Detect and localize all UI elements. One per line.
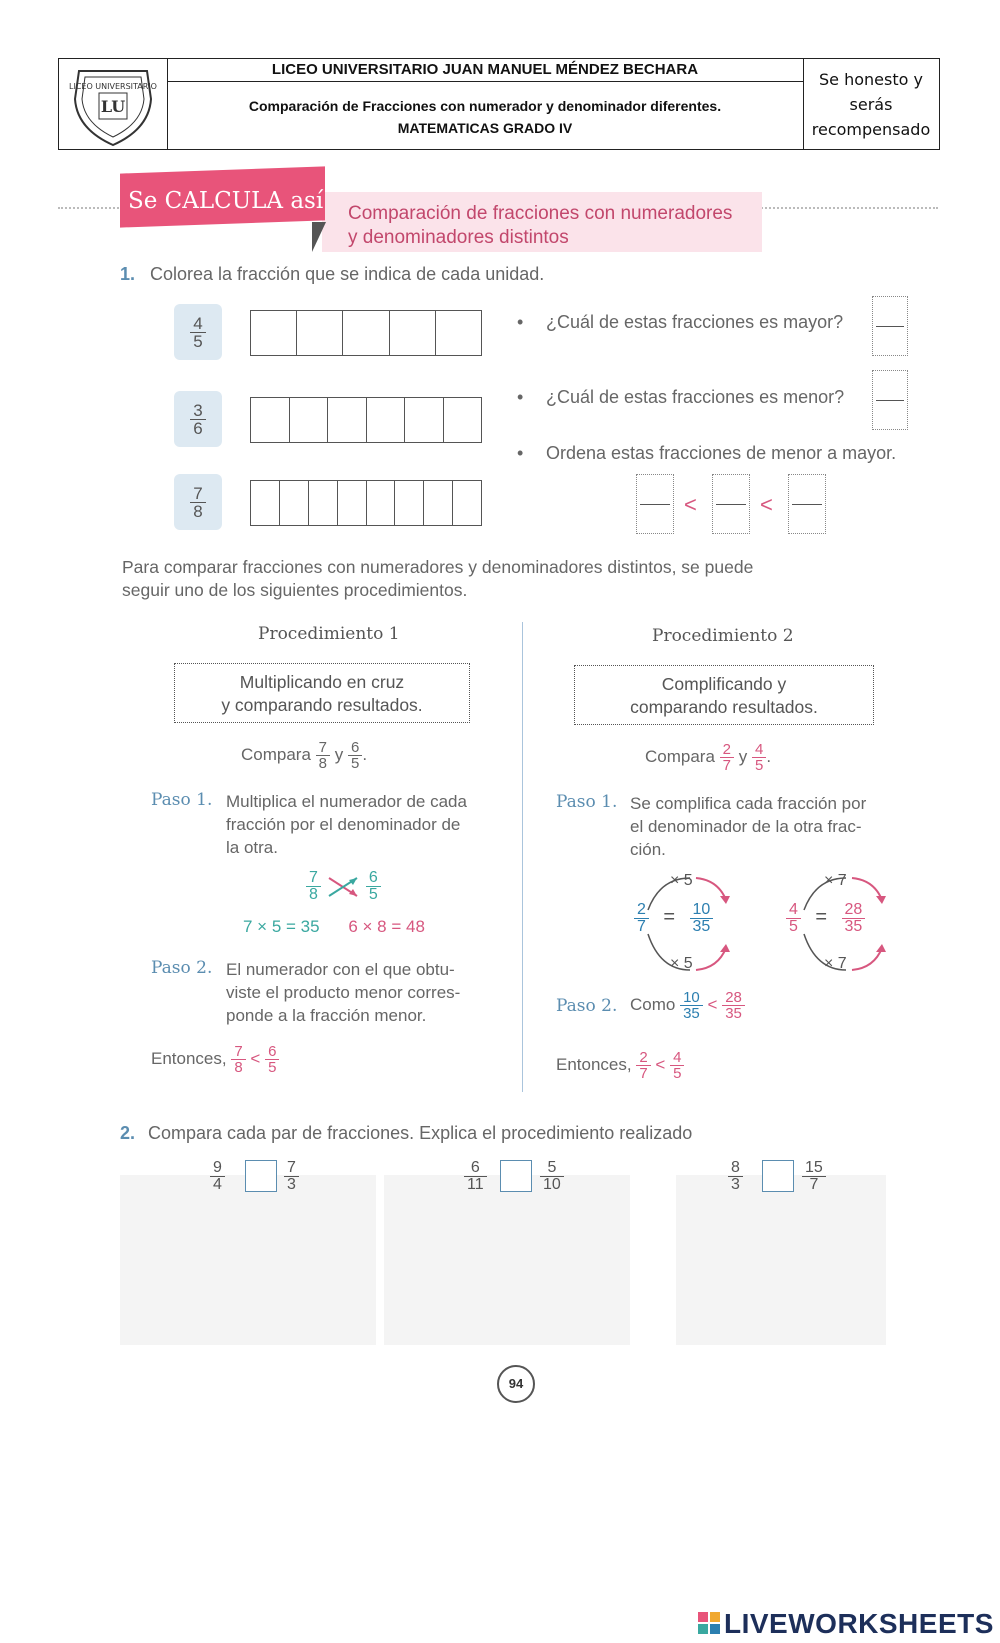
unit-cell[interactable] xyxy=(309,481,338,525)
fraction-badge: $\frac{7}{8}$ xyxy=(174,474,222,530)
unit-cell[interactable] xyxy=(343,311,389,355)
proc2-compare: Compara $\frac{2}{7}$ y $\frac{4}{5}$ . xyxy=(645,741,772,774)
proc2-paso2-label: Paso 2. xyxy=(556,996,618,1016)
unit-cell[interactable] xyxy=(290,398,329,442)
header-table xyxy=(58,58,940,150)
unit-cell[interactable] xyxy=(251,481,280,525)
school-logo xyxy=(59,59,168,149)
answer-area-1[interactable] xyxy=(120,1175,376,1345)
unit-cell[interactable] xyxy=(367,398,406,442)
exercise1-number: 1. xyxy=(120,264,136,284)
proc1-paso1-label: Paso 1. xyxy=(151,790,213,810)
unit-cell[interactable] xyxy=(251,311,297,355)
proc2-paso1-label: Paso 1. xyxy=(556,792,618,812)
compare-box-2[interactable] xyxy=(500,1160,532,1192)
banner-tag-label: Se CALCULA así xyxy=(128,188,324,214)
order-box-3[interactable] xyxy=(788,474,826,534)
simplify-eq-1: $\frac{2}{7}$ = $\frac{10}{35}$ xyxy=(634,902,713,935)
footer-brand[interactable]: LIVEWORKSHEETS xyxy=(724,1608,994,1639)
pair-2-b: $\frac{5}{10}$ xyxy=(540,1160,564,1193)
fraction-badge: $\frac{4}{5}$ xyxy=(174,304,222,360)
page-number: 94 xyxy=(497,1365,535,1403)
unit-cell[interactable] xyxy=(280,481,309,525)
answer-menor-box[interactable] xyxy=(872,370,908,430)
unit-cell[interactable] xyxy=(405,398,444,442)
proc1-paso1-text: Multiplica el numerador de cada fracción por el denominador de la otra. xyxy=(226,792,467,857)
unit-cell[interactable] xyxy=(453,481,481,525)
proc1-paso2-label: Paso 2. xyxy=(151,958,213,978)
proc1-conclusion: Entonces, $\frac{7}{8}$ < $\frac{6}{5}$ xyxy=(151,1044,279,1075)
logo-text: LU xyxy=(100,97,126,116)
proc1-paso2-text: El numerador con el que obtu- viste el producto menor corres- ponde a la fracción menor. xyxy=(226,960,461,1025)
mult-bottom-1: × 5 xyxy=(670,955,693,972)
unit-bar[interactable] xyxy=(250,310,482,356)
worksheet-subtitle: Comparación de Fracciones con numerador y denominador diferentes. MATEMATICAS GRADO IV xyxy=(248,98,722,136)
order-box-1[interactable] xyxy=(636,474,674,534)
exercise1-instruction: Colorea la fracción que se indica de cada unidad. xyxy=(150,264,545,284)
pair-3: $\frac{8}{3}$ xyxy=(728,1160,743,1193)
header-title-cell xyxy=(167,59,804,149)
cross-arrows-icon xyxy=(325,872,361,902)
pair-1: $\frac{9}{4}$ xyxy=(210,1160,225,1193)
banner-tag-fold xyxy=(312,222,326,252)
proc1-compare: Compara $\frac{7}{8}$ y $\frac{6}{5}$ . xyxy=(241,739,368,772)
intro-text: Para comparar fracciones con numeradores y denominadores distintos, se puede seguir uno de los siguientes procedimientos. xyxy=(122,557,754,600)
proc1-box: Multiplicando en cruz y comparando resultados. xyxy=(174,663,470,723)
unit-cell[interactable] xyxy=(436,311,481,355)
order-lt-2: < xyxy=(760,492,773,517)
compare-box-3[interactable] xyxy=(762,1160,794,1192)
proc2-box: Complificando y comparando resultados. xyxy=(574,665,874,725)
proc2-paso2-text: Como $\frac{10}{35}$ < $\frac{28}{35}$ xyxy=(630,990,745,1021)
simplify-eq-2: $\frac{4}{5}$ = $\frac{28}{35}$ xyxy=(786,902,865,935)
unit-cell[interactable] xyxy=(328,398,367,442)
proc1-cross-fractions: $\frac{7}{8}$ $\frac{6}{5}$ xyxy=(306,870,381,903)
school-name: LICEO UNIVERSITARIO JUAN MANUEL MÉNDEZ BECHARA xyxy=(167,59,803,82)
unit-cell[interactable] xyxy=(297,311,343,355)
unit-bar[interactable] xyxy=(250,397,482,443)
procedure-divider xyxy=(522,622,523,1092)
bullet-1: • xyxy=(517,312,524,332)
question-menor: ¿Cuál de estas fracciones es menor? xyxy=(546,387,845,407)
proc2-title: Procedimiento 2 xyxy=(652,626,794,646)
banner-title: Comparación de fracciones con numeradores y denominadores distintos xyxy=(348,203,733,248)
compare-box-1[interactable] xyxy=(245,1160,277,1192)
exercise2-instruction: Compara cada par de fracciones. Explica el procedimiento realizado xyxy=(148,1123,693,1143)
unit-cell[interactable] xyxy=(338,481,367,525)
question-ordena: Ordena estas fracciones de menor a mayor. xyxy=(546,443,897,463)
bullet-3: • xyxy=(517,443,524,463)
answer-area-3[interactable] xyxy=(676,1175,886,1345)
unit-cell[interactable] xyxy=(395,481,424,525)
order-lt-1: < xyxy=(684,492,697,517)
unit-cell[interactable] xyxy=(251,398,290,442)
answer-area-2[interactable] xyxy=(384,1175,630,1345)
proc2-conclusion: Entonces, $\frac{2}{7}$ < $\frac{4}{5}$ xyxy=(556,1050,684,1081)
mult-top-1: × 5 xyxy=(670,872,693,889)
mult-top-2: × 7 xyxy=(824,872,847,889)
proc1-title: Procedimiento 1 xyxy=(258,624,400,644)
mult-bottom-2: × 7 xyxy=(824,955,847,972)
proc2-paso1-text: Se complifica cada fracción por el denominador de la otra frac- ción. xyxy=(630,794,867,859)
proc1-products: 7 × 5 = 35 6 × 8 = 48 xyxy=(243,917,425,936)
fraction-badge: $\frac{3}{6}$ xyxy=(174,391,222,447)
answer-mayor-box[interactable] xyxy=(872,296,908,356)
pair-1-b: $\frac{7}{3}$ xyxy=(284,1160,299,1193)
question-mayor: ¿Cuál de estas fracciones es mayor? xyxy=(546,312,844,332)
unit-cell[interactable] xyxy=(444,398,482,442)
unit-bar[interactable] xyxy=(250,480,482,526)
unit-cell[interactable] xyxy=(424,481,453,525)
motto: Se honesto y serás recompensado xyxy=(811,70,931,139)
unit-cell[interactable] xyxy=(367,481,396,525)
pair-3-b: $\frac{15}{7}$ xyxy=(802,1160,826,1193)
order-box-2[interactable] xyxy=(712,474,750,534)
liveworksheets-logo-icon xyxy=(698,1612,722,1636)
svg-text:LICEO UNIVERSITARIO: LICEO UNIVERSITARIO xyxy=(69,82,157,91)
unit-cell[interactable] xyxy=(390,311,436,355)
bullet-2: • xyxy=(517,387,524,407)
pair-2: $\frac{6}{11}$ xyxy=(464,1160,487,1193)
exercise2-number: 2. xyxy=(120,1123,136,1143)
